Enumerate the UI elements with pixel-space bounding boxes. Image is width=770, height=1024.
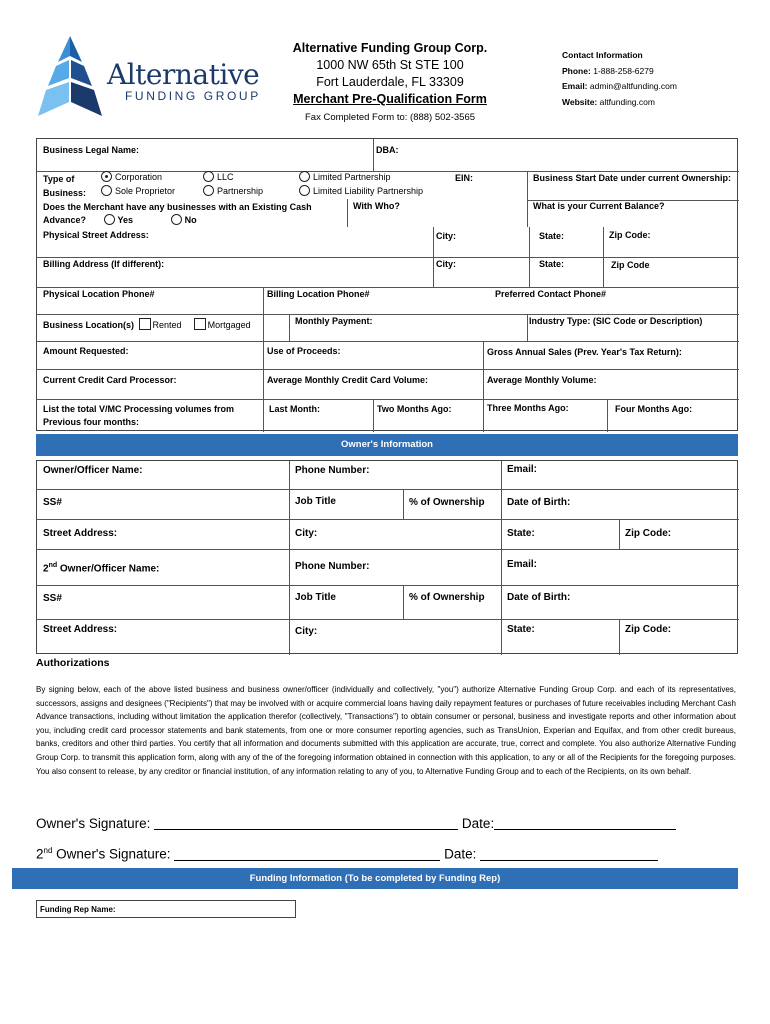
radio-llp[interactable] (299, 185, 310, 196)
type-of-business-label (43, 172, 86, 200)
radio-corporation[interactable] (101, 171, 112, 182)
four-months-label[interactable]: Four Months Ago: (615, 404, 693, 414)
location-phone-label[interactable]: Physical Location Phone# (43, 289, 155, 299)
owner2-state-label[interactable]: State: (507, 624, 535, 635)
preferred-phone-label[interactable]: Preferred Contact Phone# (495, 289, 607, 299)
owner-email-label[interactable]: Email: (507, 464, 538, 475)
amount-requested-label[interactable]: Amount Requested: (43, 346, 129, 356)
industry-type-label[interactable]: Industry Type: (SIC Code or Description) (529, 316, 703, 326)
contact-website[interactable]: altfunding.com (599, 96, 655, 107)
owner-job-title-label[interactable]: Job Title (295, 496, 336, 507)
business-info-table (36, 138, 738, 431)
mortgaged-label: Mortgaged (207, 320, 251, 330)
owner-dob-label[interactable]: Date of Birth: (507, 497, 571, 508)
website-label: Website: (562, 96, 598, 107)
llc-label: LLC (217, 172, 234, 182)
type-of-text: Type of (43, 174, 75, 184)
owner-state-label[interactable]: State: (507, 528, 535, 539)
llp-label: Limited Liability Partnership (313, 186, 424, 196)
address-line-2: Fort Lauderdale, FL 33309 (316, 75, 464, 89)
owner2-signature-row (36, 846, 658, 862)
phone-label: Phone: (562, 65, 591, 76)
partnership-label: Partnership (217, 186, 264, 196)
limited-partnership-label: Limited Partnership (313, 172, 391, 182)
owner-ss-label[interactable]: SS# (43, 497, 62, 508)
owner-info-table (36, 460, 738, 654)
business-text: Business: (43, 188, 87, 198)
last-month-label[interactable]: Last Month: (269, 404, 320, 414)
existing-advance-text: Does the Merchant have any businesses with an Existing Cash (43, 202, 312, 212)
owner2-ownership-label[interactable]: % of Ownership (409, 592, 485, 603)
list-volumes-label: List the total V/MC Processing volumes from Previous four months: (43, 404, 235, 427)
logo-subtitle: FUNDING GROUP (125, 89, 261, 103)
owner2-date-label: Date: (444, 846, 477, 862)
business-location-label: Business Location(s) (43, 320, 135, 330)
cc-processor-label[interactable]: Current Credit Card Processor: (43, 375, 177, 385)
owner-date-label: Date: (461, 816, 495, 831)
logo-wordmark: Alternative (107, 58, 260, 91)
corporation-label: Corporation (115, 172, 163, 182)
billing-phone-label[interactable]: Billing Location Phone# (267, 289, 370, 299)
owner2-city-label[interactable]: City: (295, 626, 318, 637)
billing-address-label[interactable]: Billing Address (If different): (43, 259, 165, 269)
owner-zip-label[interactable]: Zip Code: (625, 528, 672, 539)
checkbox-rented[interactable] (139, 318, 151, 330)
email-label: Email: (562, 81, 588, 91)
owner2-zip-label[interactable]: Zip Code: (625, 624, 672, 635)
owner-info-bar: Owner's Information (36, 434, 738, 456)
ein-label[interactable]: EIN: (455, 173, 473, 183)
owner-phone-label[interactable]: Phone Number: (295, 465, 370, 476)
billing-zip-label[interactable]: Zip Code (611, 260, 650, 270)
owner2-name-label[interactable] (43, 559, 159, 576)
company-name: Alternative Funding Group Corp. (292, 41, 488, 55)
owner2-signature-label: Owner's Signature: (52, 846, 171, 862)
owner2-dob-label[interactable]: Date of Birth: (507, 592, 571, 603)
address-line-1: 1000 NW 65th St STE 100 (316, 58, 464, 72)
owner-signature-label: Owner's Signature: (36, 816, 151, 831)
funding-rep-field[interactable] (36, 900, 296, 918)
owner2-sup: nd (48, 562, 58, 569)
contact-title: Contact Information (562, 50, 643, 60)
legal-name-label[interactable]: Business Legal Name: (43, 145, 140, 155)
header-center (270, 40, 510, 126)
authorizations-text: By signing below, each of the above listed business and business owner/officer (individually and collectively, "you") authorize Alternative Funding Group Corp. and each of its representatives, successors, assigns and designees ("Recipients") that may be involved with or acquire commercial loans having daily repayment features or purchases of future receivables including Merchant Cash Advance transactions, including without limitation the application therefor (collectively, "Transactions") to obtain consumer or personal, business and investigate reports and other information about you, including credit card processor statements and bank statements, from one or more consumer reporting agencies, such as TransUnion, Experian and Equifax, and from other credit bureaus, banks, creditors and other third parties. You certify that all information and documents submitted with this application are accurate, true, correct and complete. You also authorize Alternative Funding Group Corp. to transmit this application form, along with any of the of the foregoing information obtained in connection with this application, to any or all of the Recipients for the foregoing purposes. You also consent to release, by any creditor or financial institution, of any information relating to any of you, to Alternative Funding Group and to each of the Recipients, on its own behalf. (36, 685, 736, 776)
physical-city-label[interactable]: City: (436, 231, 456, 241)
radio-partnership[interactable] (203, 185, 214, 196)
advance-text: Advance? (43, 215, 87, 225)
owner-date-line[interactable] (494, 816, 676, 830)
radio-advance-no[interactable] (171, 214, 182, 225)
owner2-name-text: Owner/Officer Name: (57, 563, 160, 575)
owner2-street-label[interactable]: Street Address: (43, 624, 118, 635)
checkbox-mortgaged[interactable] (194, 318, 206, 330)
owner-street-label[interactable]: Street Address: (43, 528, 118, 539)
owner2-sig-prefix: 2 (36, 846, 44, 862)
dba-label[interactable]: DBA: (376, 145, 399, 155)
contact-phone: 1-888-258-6279 (593, 65, 654, 76)
owner2-prefix: 2 (43, 563, 49, 575)
fax-line: Fax Completed Form to: (888) 502-3565 (304, 112, 476, 123)
contact-email[interactable]: admin@altfunding.com (589, 81, 677, 91)
owner2-sig-sup: nd (43, 846, 53, 855)
owner2-ss-label[interactable]: SS# (43, 593, 62, 604)
owner-signature-line[interactable] (154, 816, 458, 830)
three-months-label[interactable]: Three Months Ago: (487, 403, 569, 413)
owner2-job-title-label[interactable]: Job Title (295, 592, 336, 603)
use-of-proceeds-label[interactable]: Use of Proceeds: (267, 346, 341, 356)
no-label: No (184, 215, 197, 225)
authorizations-title: Authorizations (36, 657, 110, 669)
yes-label: Yes (117, 215, 134, 225)
avg-cc-volume-label[interactable]: Average Monthly Credit Card Volume: (267, 375, 429, 385)
form-title: Merchant Pre-Qualification Form (293, 92, 487, 106)
radio-sole-proprietor[interactable] (101, 185, 112, 196)
existing-advance-question (43, 201, 312, 227)
owner2-signature-line[interactable] (174, 847, 440, 861)
entity-type-col-2 (203, 170, 263, 198)
funding-rep-label: Funding Rep Name: (40, 905, 116, 914)
owner-ownership-label[interactable]: % of Ownership (409, 497, 485, 508)
owner2-phone-label[interactable]: Phone Number: (295, 561, 370, 572)
gross-sales-label[interactable]: Gross Annual Sales (Prev. Year's Tax Return): (487, 347, 682, 357)
radio-limited-partnership[interactable] (299, 171, 310, 182)
owner2-date-line[interactable] (480, 847, 658, 861)
business-location-row (43, 318, 251, 332)
start-date-label[interactable]: Business Start Date under current Ownership: (533, 173, 732, 183)
entity-type-col-1 (101, 170, 175, 198)
funding-info-bar: Funding Information (To be completed by Funding Rep) (12, 868, 738, 889)
rented-label: Rented (152, 320, 182, 330)
current-balance-label[interactable]: What is your Current Balance? (533, 201, 665, 211)
owner-name-label[interactable]: Owner/Officer Name: (43, 465, 143, 476)
monthly-payment-label[interactable]: Monthly Payment: (295, 316, 373, 326)
owner-signature-row (36, 816, 676, 831)
billing-state-label[interactable]: State: (539, 259, 565, 269)
entity-type-col-3 (299, 170, 423, 198)
physical-state-label[interactable]: State: (539, 231, 565, 241)
avg-monthly-volume-label[interactable]: Average Monthly Volume: (487, 375, 597, 385)
radio-advance-yes[interactable] (104, 214, 115, 225)
radio-llc[interactable] (203, 171, 214, 182)
billing-city-label[interactable]: City: (436, 259, 456, 269)
physical-address-label[interactable]: Physical Street Address: (43, 230, 149, 240)
physical-zip-label[interactable]: Zip Code: (609, 230, 651, 240)
with-who-label[interactable]: With Who? (353, 201, 400, 211)
contact-info (562, 48, 677, 110)
owner2-email-label[interactable]: Email: (507, 559, 538, 570)
owner-city-label[interactable]: City: (295, 528, 318, 539)
sole-proprietor-label: Sole Proprietor (115, 186, 176, 196)
two-months-label[interactable]: Two Months Ago: (377, 404, 452, 414)
